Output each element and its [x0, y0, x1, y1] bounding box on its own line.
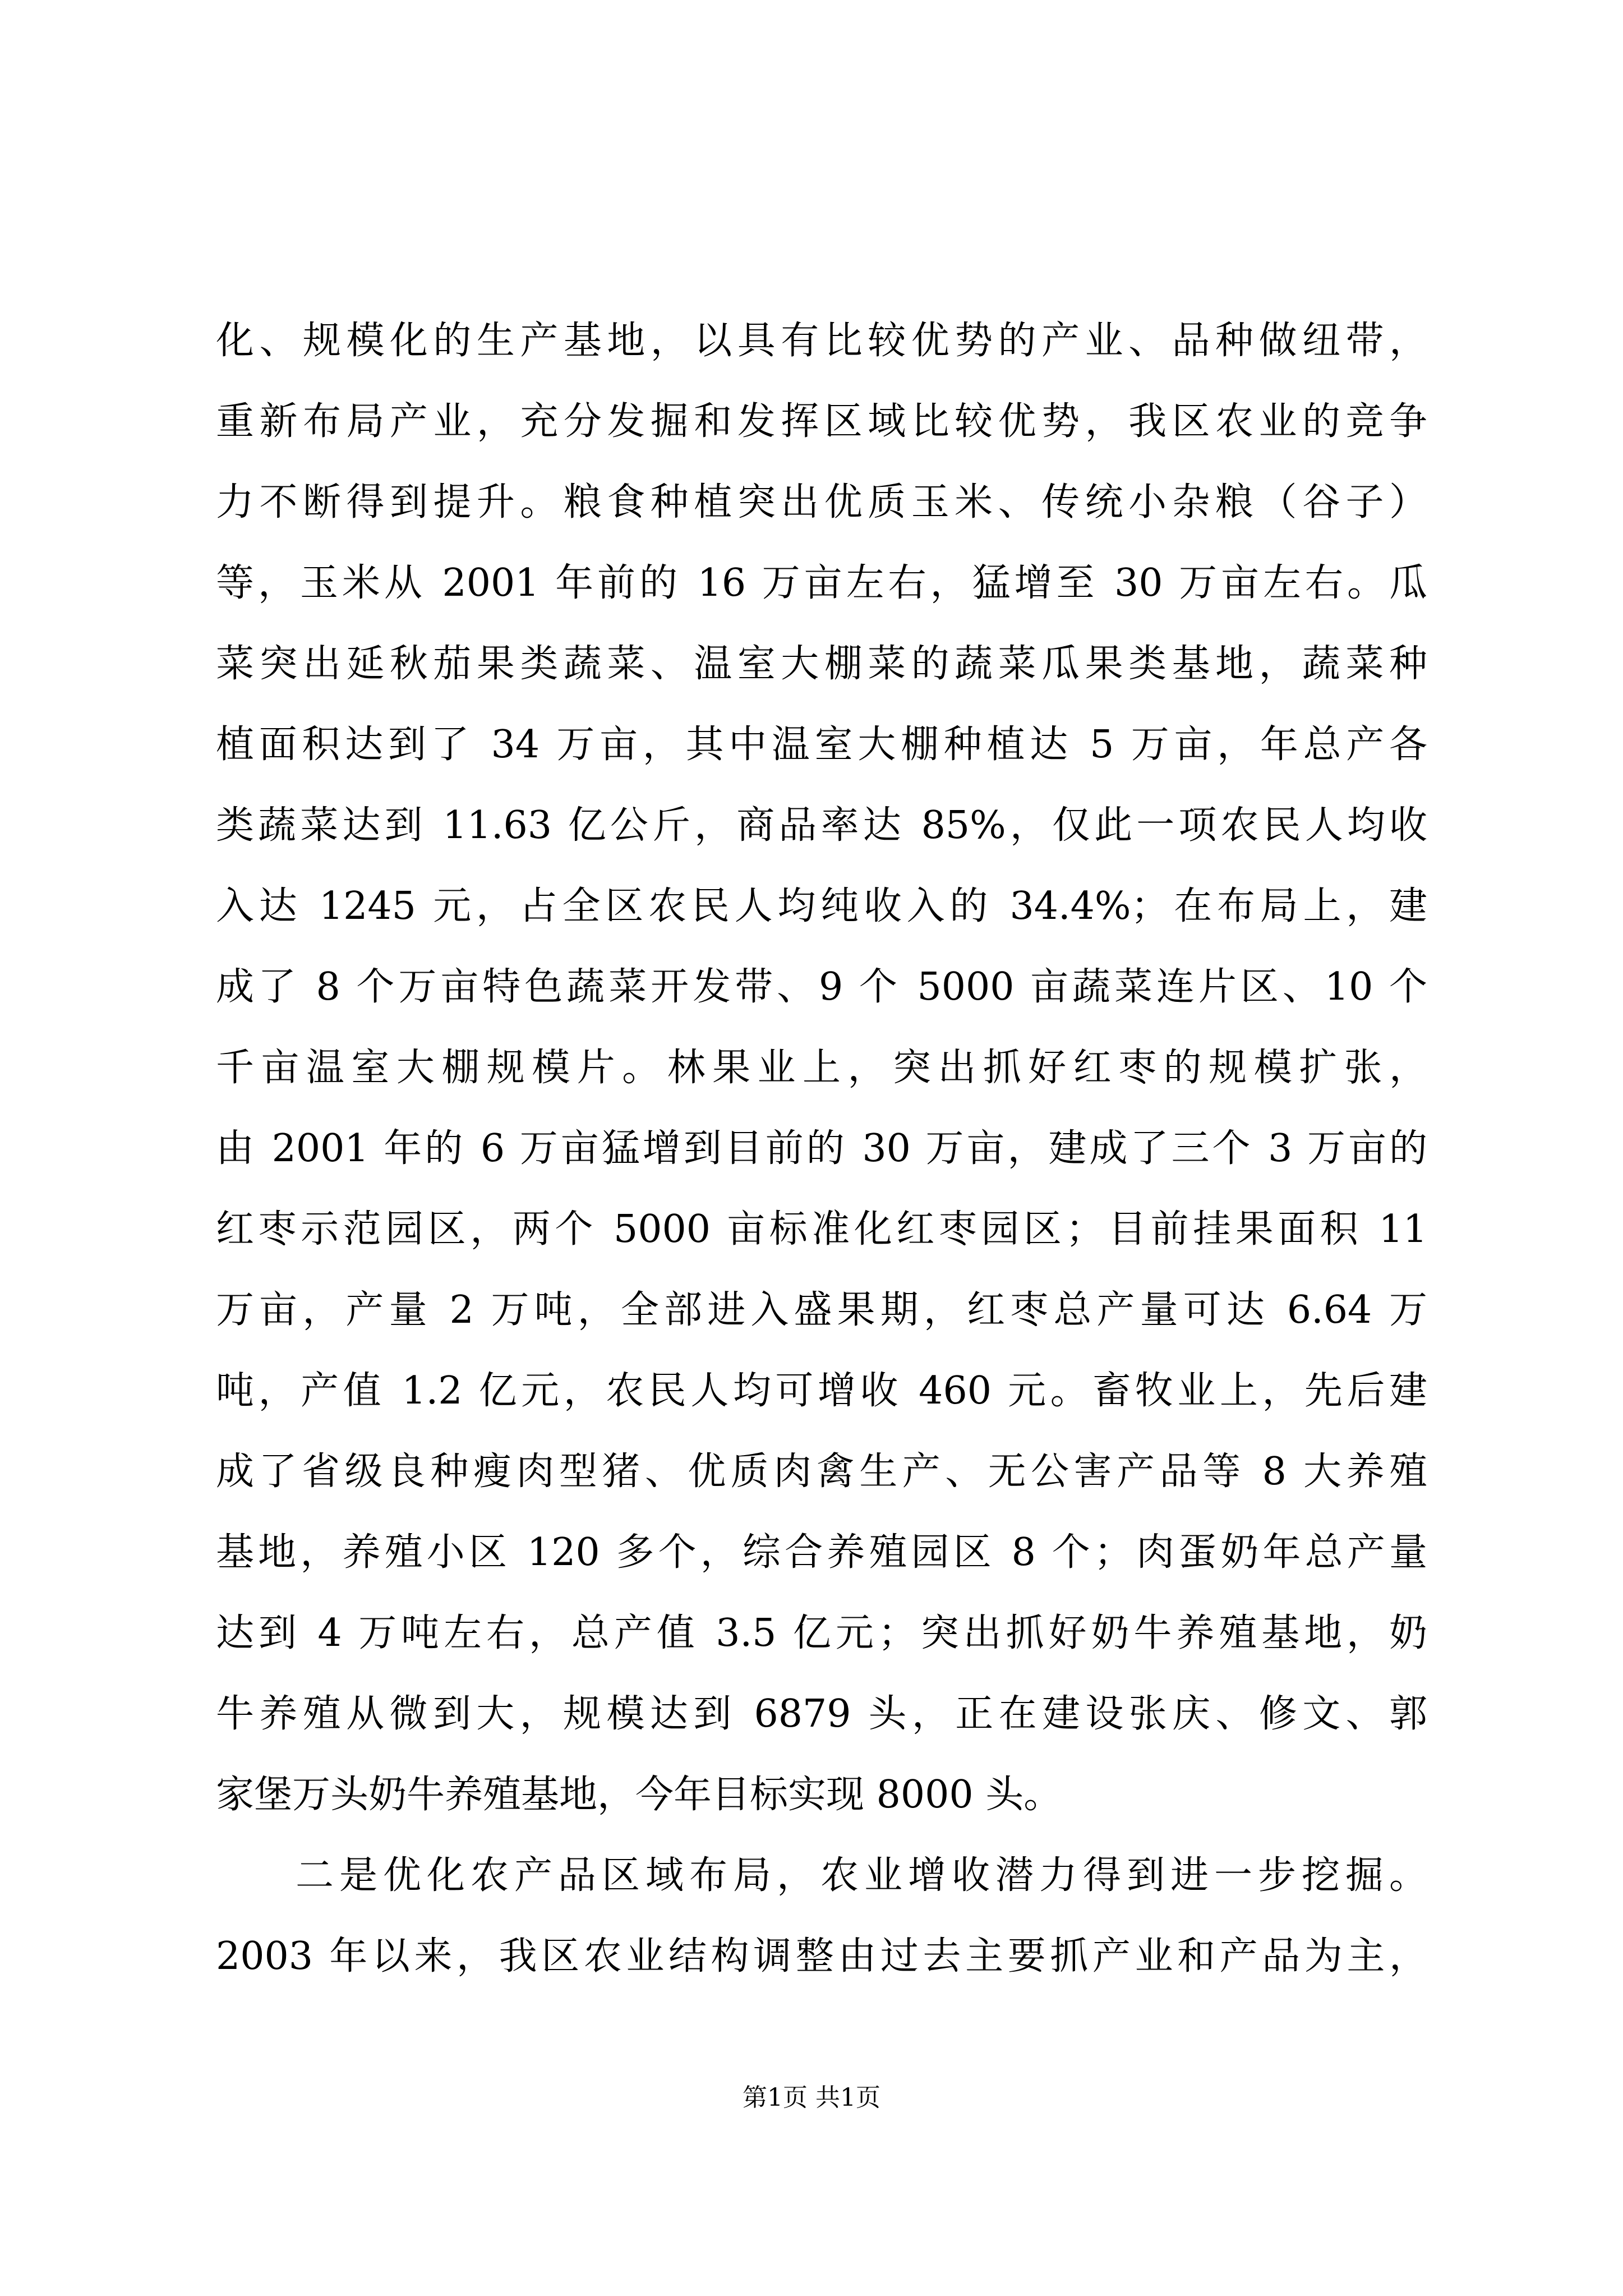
text-line: 牛养殖从微到大，规模达到 6879 头，正在建设张庆、修文、郭 — [216, 1692, 1427, 1736]
text-line: 成了省级良种瘦肉型猪、优质肉禽生产、无公害产品等 8 大养殖 — [216, 1450, 1427, 1494]
text-line: 基地，养殖小区 120 多个，综合养殖园区 8 个；肉蛋奶年总产量 — [216, 1530, 1427, 1575]
text-line: 化、规模化的生产基地，以具有比较优势的产业、品种做纽带， — [216, 319, 1427, 363]
text-line: 力不断得到提升。粮食种植突出优质玉米、传统小杂粮（谷子） — [216, 480, 1427, 524]
text-line: 万亩，产量 2 万吨，全部进入盛果期，红枣总产量可达 6.64 万 — [216, 1288, 1427, 1332]
text-line: 2003 年以来，我区农业结构调整由过去主要抓产业和产品为主， — [216, 1934, 1427, 1978]
text-line: 植面积达到了 34 万亩，其中温室大棚种植达 5 万亩，年总产各 — [216, 723, 1427, 767]
text-line: 红枣示范园区，两个 5000 亩标准化红枣园区；目前挂果面积 11 — [216, 1207, 1427, 1251]
text-line: 家堡万头奶牛养殖基地，今年目标实现 8000 头。 — [216, 1773, 1062, 1817]
text-line: 成了 8 个万亩特色蔬菜开发带、9 个 5000 亩蔬菜连片区、10 个 — [216, 965, 1427, 1009]
page-footer — [0, 2082, 1623, 2114]
paragraph-start-line: 二是优化农产品区域布局，农业增收潜力得到进一步挖掘。 — [296, 1853, 1427, 1898]
text-line: 类蔬菜达到 11.63 亿公斤，商品率达 85%，仅此一项农民人均收 — [216, 803, 1427, 848]
text-line: 重新布局产业，充分发掘和发挥区域比较优势，我区农业的竞争 — [216, 399, 1427, 444]
document-body — [216, 301, 1427, 1997]
text-line: 千亩温室大棚规模片。林果业上，突出抓好红枣的规模扩张， — [216, 1046, 1427, 1090]
text-line: 等，玉米从 2001 年前的 16 万亩左右，猛增至 30 万亩左右。瓜 — [216, 561, 1427, 605]
text-line: 菜突出延秋茄果类蔬菜、温室大棚菜的蔬菜瓜果类基地，蔬菜种 — [216, 642, 1427, 686]
page-number: 第1页 共1页 — [743, 2083, 880, 2112]
text-line: 由 2001 年的 6 万亩猛增到目前的 30 万亩，建成了三个 3 万亩的 — [216, 1126, 1427, 1171]
text-line: 达到 4 万吨左右，总产值 3.5 亿元；突出抓好奶牛养殖基地，奶 — [216, 1611, 1427, 1655]
text-line: 吨，产值 1.2 亿元，农民人均可增收 460 元。畜牧业上，先后建 — [216, 1369, 1427, 1413]
text-line: 入达 1245 元，占全区农民人均纯收入的 34.4%；在布局上，建 — [216, 884, 1427, 928]
